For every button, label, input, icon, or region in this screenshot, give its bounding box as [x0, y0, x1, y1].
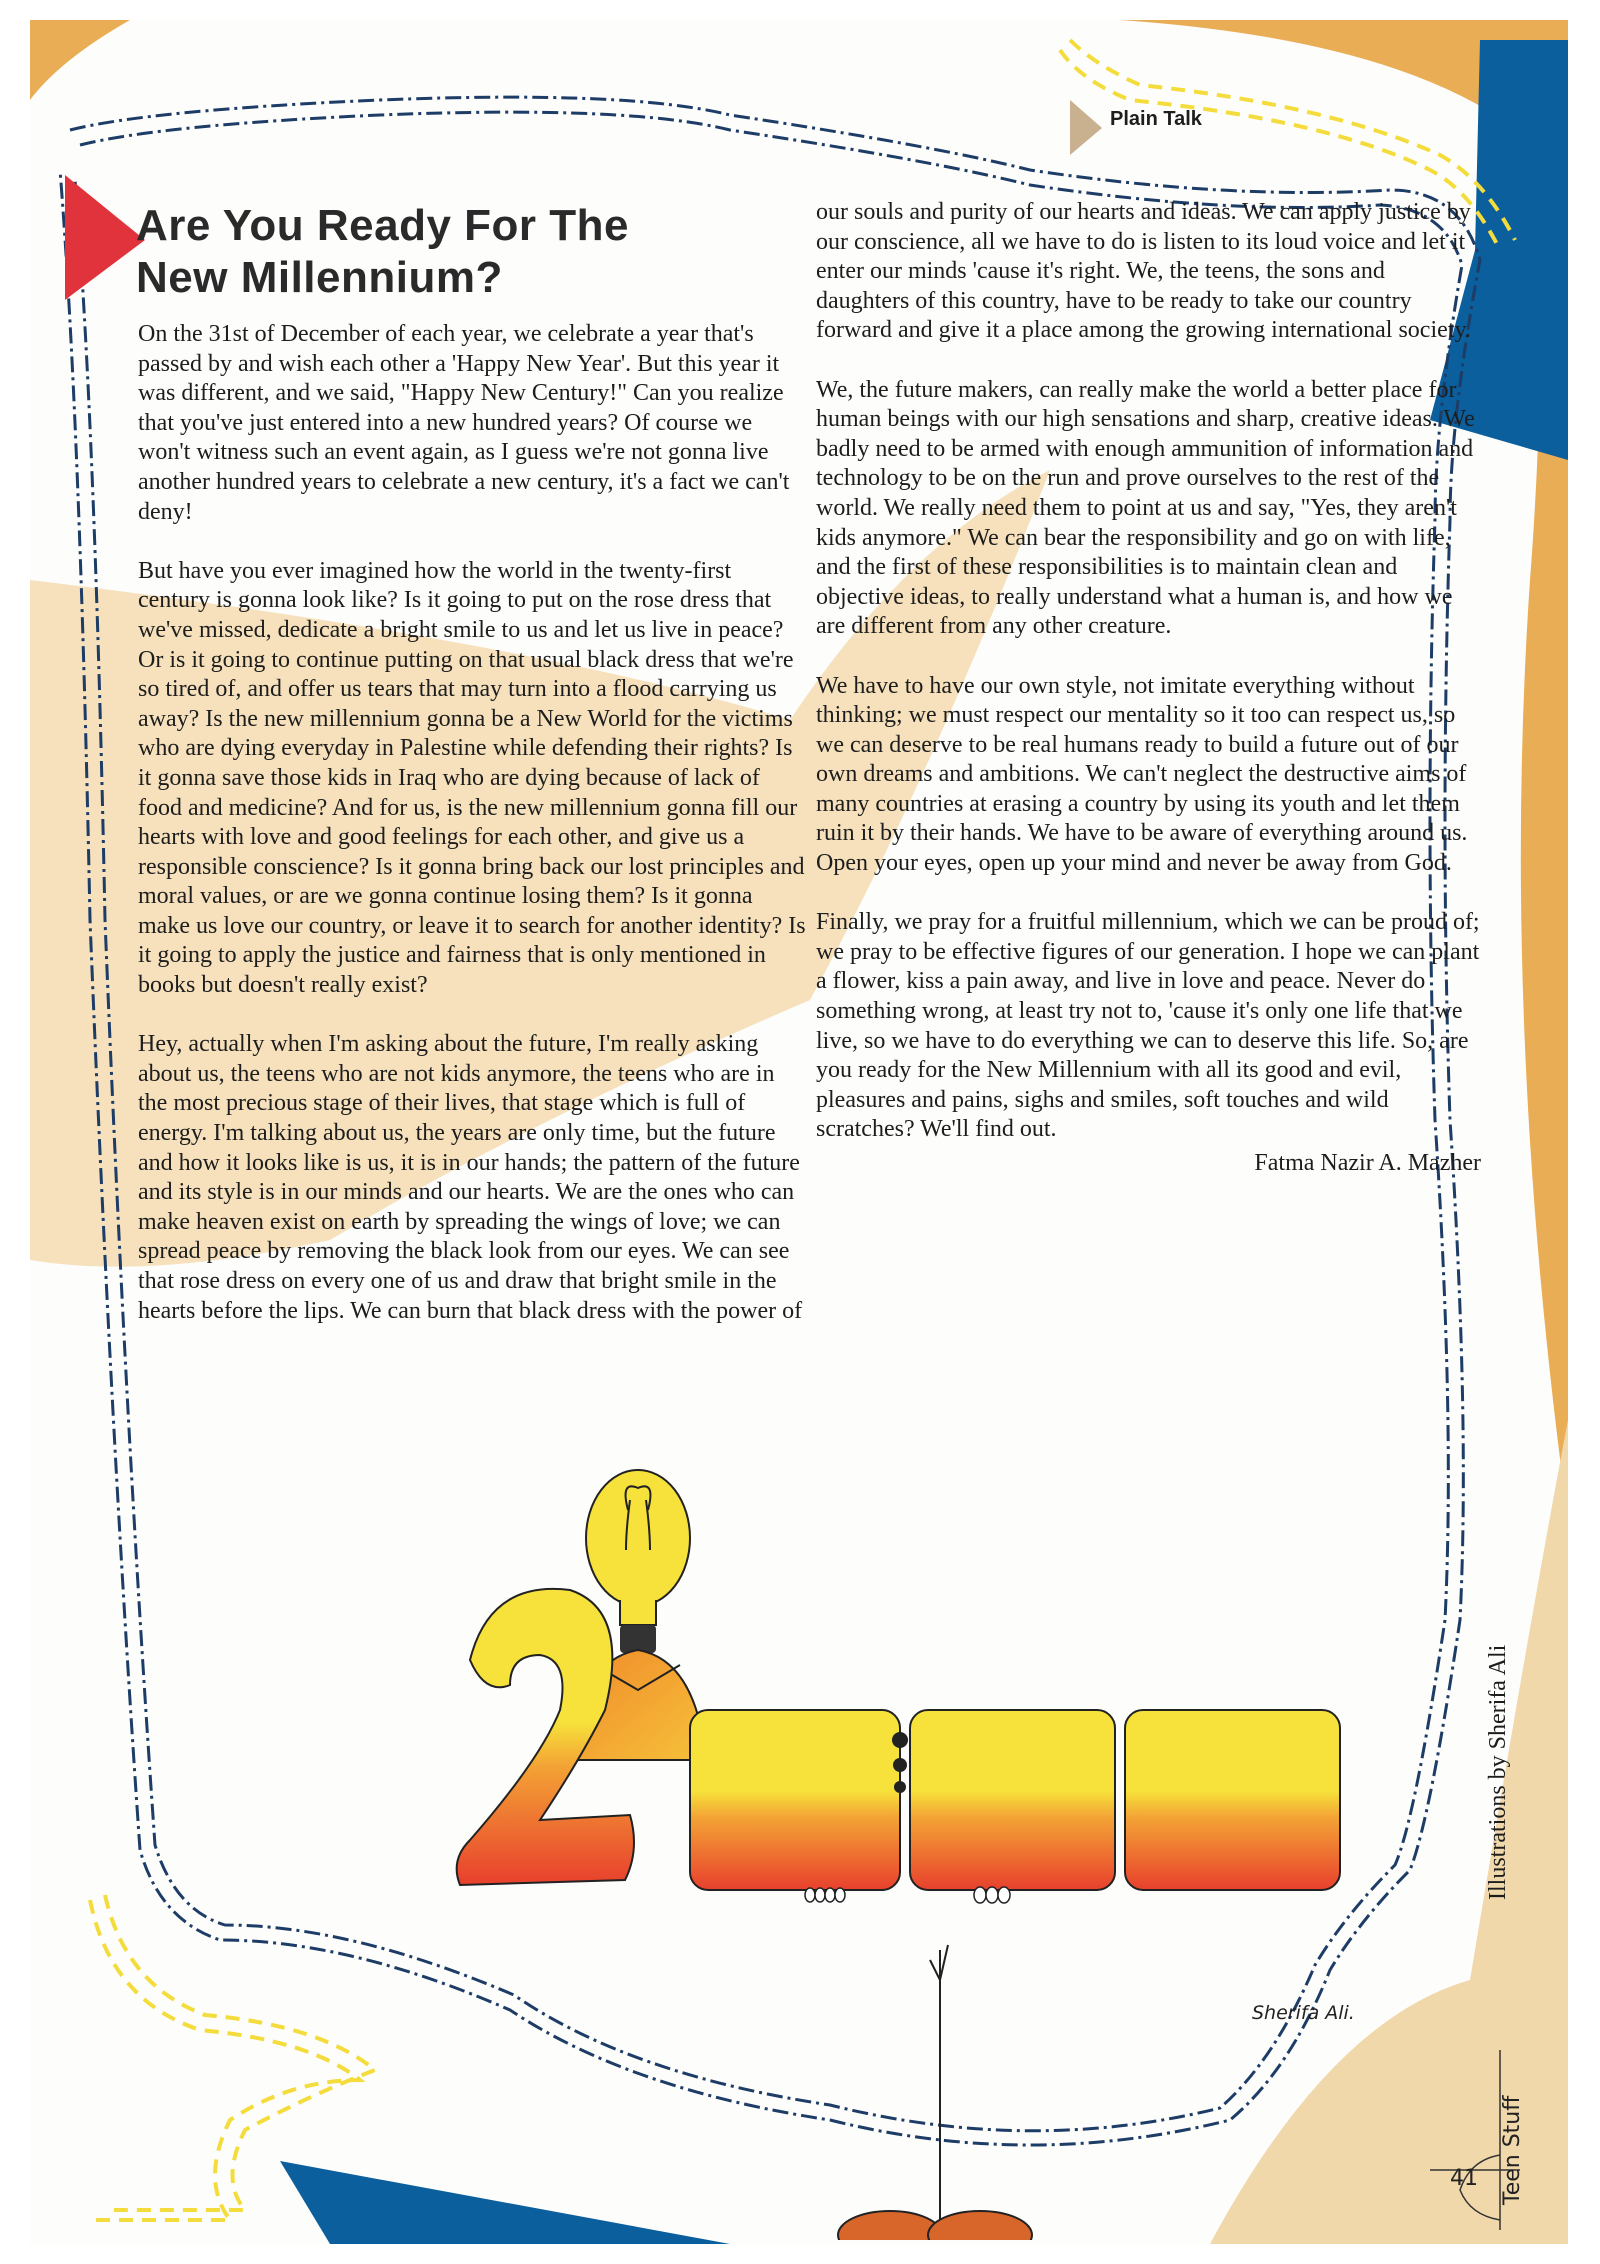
paragraph: But have you ever imagined how the world in the twenty-first century is gonna look like? Is it going to put on the rose dress that we've missed, dedicate a bright smile to us and let us live in peace? Or is it going to continue putting on that usual black dress that we're so tired of, and offer us tears that may turn into a flood carrying us away? Is the new millennium gonna be a New World for the victims who are dying everyday in Palestine while defending their rights? Is it gonna save those kids in Iraq who are dying because of lack of food and medicine? And for us, is the new millennium gonna fill our hearts with love and good feelings for each other, and give us a responsible conscience? Is it gonna bring back our lost principles and moral values, or are we gonna continue losing them? Is it gonna make us love our country, or leave it to search for another identity? Is it going to apply the justice and fairness that is only mentioned in books but doesn't really exist? [138, 557, 806, 999]
article-column-right [816, 198, 1481, 1178]
author-byline: Fatma Nazir A. Mazher [1254, 1149, 1481, 1176]
title-line-2: New Millennium? [136, 253, 503, 302]
artist-signature: Sherifa Ali. [1252, 2002, 1355, 2024]
paragraph: On the 31st of December of each year, we celebrate a year that's passed by and wish each other a 'Happy New Year'. But this year it was different, and we said, "Happy New Century!" Can you realize that you've just entered into a new hundred years? Of course we won't witness such an event again, as I guess we're not gonna live another hundred years to celebrate a new century, it's a fact we can't deny! [138, 321, 790, 525]
paragraph: We, the future makers, can really make the world a better place for human beings with our high sensations and sharp, creative ideas. We badly need to be armed with enough ammunition of information and technology to be on the run and prove ourselves to the rest of the world. We really need them to point at us and say, "Yes, they aren't kids anymore." We can bear the responsibility and go on with life, and the first of these responsibilities is to maintain clean and objective ideas, to really understand what a human is, and how we are different from any other creature. [816, 376, 1475, 640]
illustration-credit: Illustrations by Sherifa Ali [1485, 1644, 1511, 1900]
magazine-name: Teen Stuff [1500, 2095, 1525, 2205]
article-column-left [138, 320, 808, 1356]
magazine-page [30, 20, 1568, 2244]
section-label: Plain Talk [1110, 108, 1202, 130]
paragraph: our souls and purity of our hearts and ideas. We can apply justice by our conscience, all we have to do is listen to its loud voice and let it enter our minds 'cause it's right. We, the teens, the sons and daughters of this country, have to be ready to take our country forward and give it a place among the growing international society. [816, 199, 1471, 344]
paragraph: Finally, we pray for a fruitful millennium, which we can be proud of; we pray to be effective figures of our generation. I hope we can plant a flower, kiss a pain away, and live in love and peace. Never do something wrong, at least try not to, 'cause it's only one life that we live, so we have to do everything we can to deserve this life. So, are you ready for the New Millennium with all its good and evil, pleasures and pains, sighs and smiles, soft touches and wild scratches? We'll find out. [816, 909, 1480, 1143]
title-line-1: Are You Ready For The [136, 201, 629, 250]
article-title [136, 200, 816, 304]
paragraph: We have to have our own style, not imitate everything without thinking; we must respect our mentality so it too can respect us, so we can deserve to be real humans ready to build a future out of our own dreams and ambitions. We can't neglect the destructive aims of many countries at erasing a country by using its youth and let them ruin it by their hands. We have to be aware of everything around us. Open your eyes, open up your mind and never be away from God. [816, 672, 1468, 877]
paragraph: Hey, actually when I'm asking about the future, I'm really asking about us, the teens who are not kids anymore, the teens who are in the most precious stage of their lives, that stage which is full of energy. I'm talking about us, the years are only time, but the future and how it looks like is us, it is in our hands; the pattern of the future and its style is in our minds and our hearts. We are the ones who can make heaven exist on earth by spreading the wings of love; we can spread peace by removing the black look from our eyes. We can see that rose dress on every one of us and draw that bright smile in the hearts before the lips. We can burn that black dress with the power of [138, 1031, 803, 1324]
millennium-illustration [430, 1440, 1390, 2240]
page-number: 41 [1450, 2166, 1478, 2191]
